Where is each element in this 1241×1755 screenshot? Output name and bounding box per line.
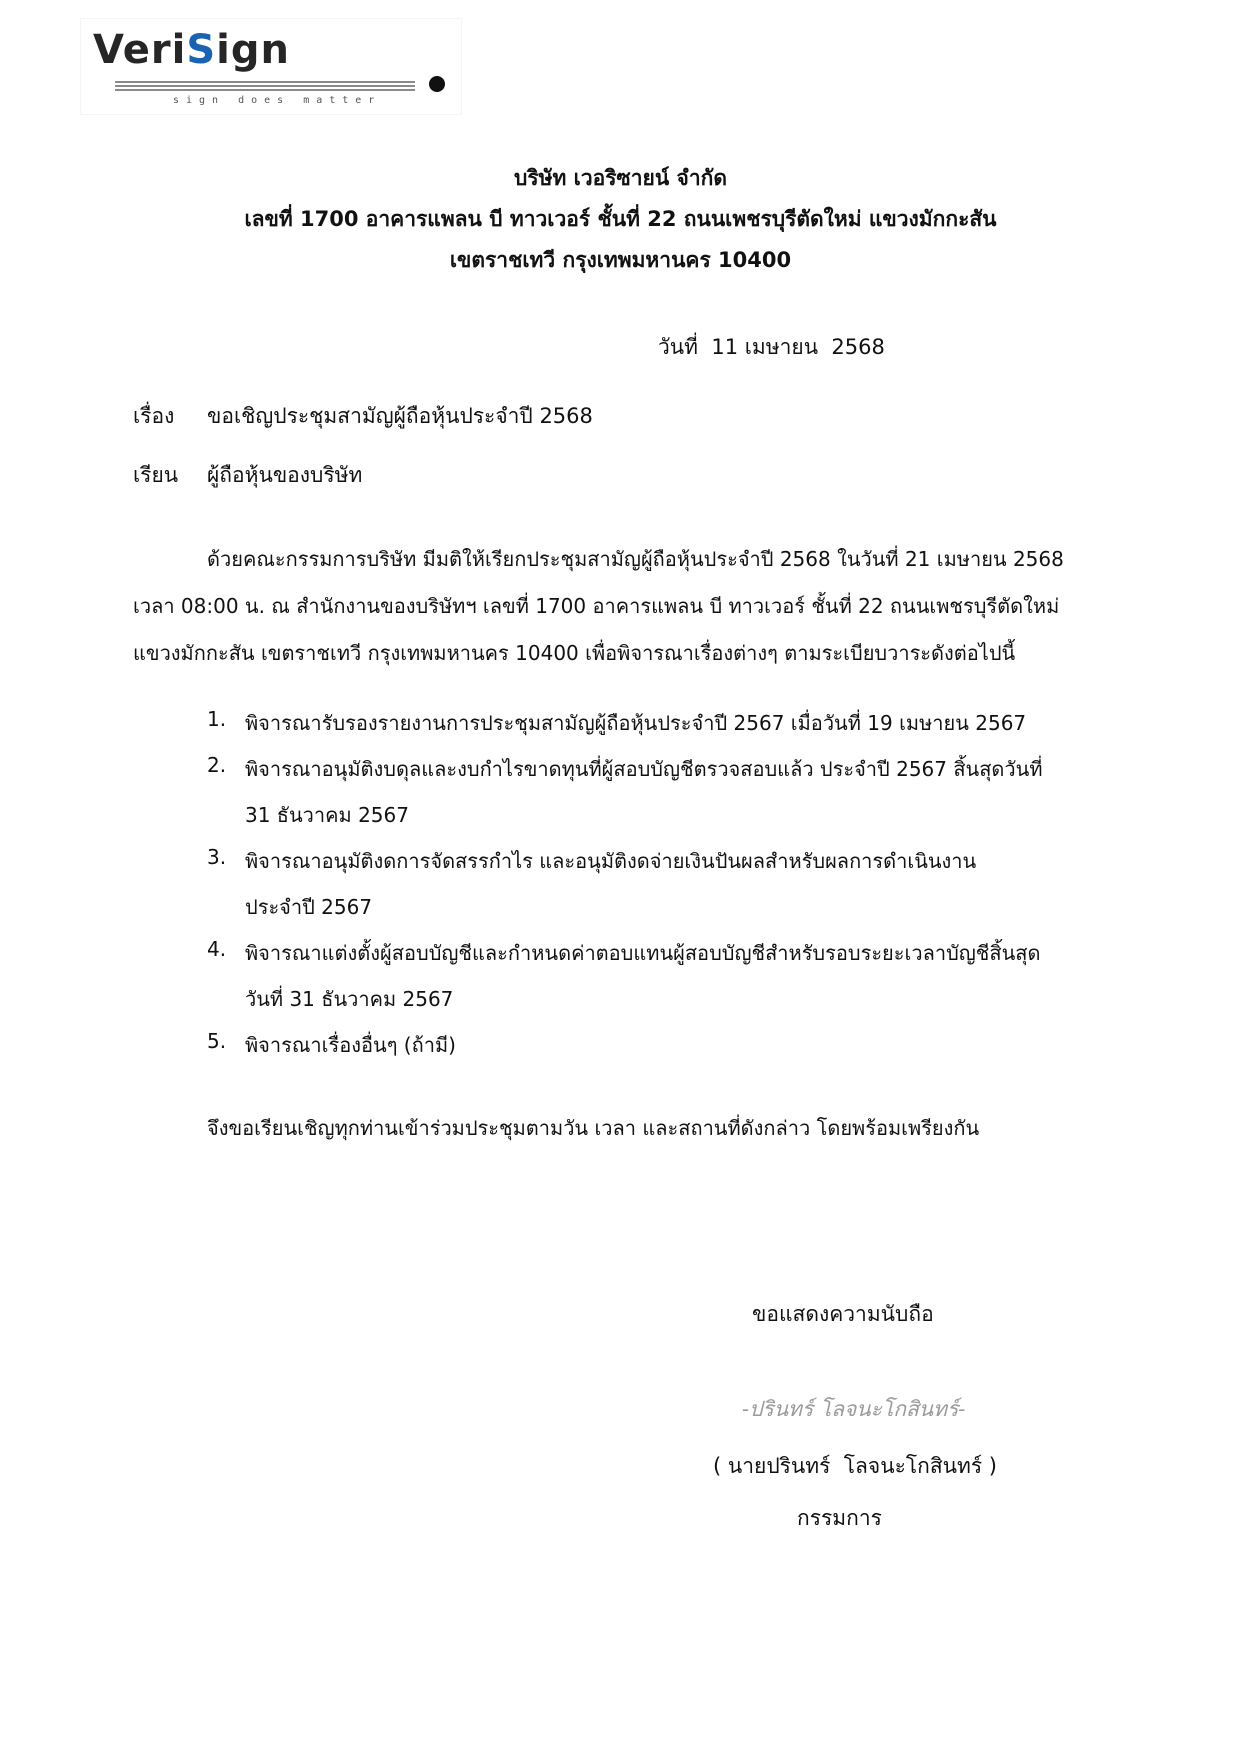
- sign-off-regards: ขอแสดงความนับถือ: [752, 1302, 934, 1326]
- agenda-number: 3.: [207, 845, 227, 869]
- verisign-logo: [80, 18, 462, 115]
- logo-stripes: [115, 81, 415, 93]
- agenda-number: 4.: [207, 937, 227, 961]
- signatory-name: ( นายปรินทร์ โลจนะโกสินทร์ ): [713, 1454, 998, 1478]
- signatory-title: กรรมการ: [797, 1506, 882, 1530]
- agenda-item-text: พิจารณาอนุมัติงบดุลและงบกำไรขาดทุนที่ผู้สอบบัญชีตรวจสอบแล้ว ประจำปี 2567 สิ้นสุดวันที่: [245, 757, 1043, 781]
- agenda-item-text: พิจารณารับรองรายงานการประชุมสามัญผู้ถือหุ้นประจำปี 2567 เมื่อวันที่ 19 เมษายน 2567: [245, 711, 1027, 735]
- agenda-item-text: พิจารณาเรื่องอื่นๆ (ถ้ามี): [245, 1033, 456, 1057]
- body-line-2: เวลา 08:00 น. ณ สำนักงานของบริษัทฯ เลขที่ 1700 อาคารแพลน บี ทาวเวอร์ ชั้นที่ 22 ถนนเพชรบุรีตัดใหม่: [133, 594, 1060, 618]
- agenda-item-text: พิจารณาอนุมัติงดการจัดสรรกำไร และอนุมัติงดจ่ายเงินปันผลสำหรับผลการดำเนินงาน: [245, 849, 977, 873]
- agenda-item-text: พิจารณาแต่งตั้งผู้สอบบัญชีและกำหนดค่าตอบแทนผู้สอบบัญชีสำหรับรอบระยะเวลาบัญชีสิ้นสุด: [245, 941, 1041, 965]
- subject-label: เรื่อง: [133, 404, 175, 428]
- subject-value: ขอเชิญประชุมสามัญผู้ถือหุ้นประจำปี 2568: [207, 404, 593, 428]
- agenda-item-text-continued: วันที่ 31 ธันวาคม 2567: [245, 987, 454, 1011]
- body-line-3: แขวงมักกะสัน เขตราชเทวี กรุงเทพมหานคร 10400 เพื่อพิจารณาเรื่องต่างๆ ตามระเบียบวาระดังต่อไปนี้: [133, 641, 1016, 665]
- agenda-item-text-continued: 31 ธันวาคม 2567: [245, 803, 409, 827]
- agenda-item-text-continued: ประจำปี 2567: [245, 895, 373, 919]
- logo-dot: [429, 76, 445, 92]
- body-line-1: ด้วยคณะกรรมการบริษัท มีมติให้เรียกประชุมสามัญผู้ถือหุ้นประจำปี 2568 ในวันที่ 21 เมษายน 2568: [207, 547, 1064, 571]
- logo-tagline: sign does matter: [173, 95, 382, 106]
- letter-date: วันที่ 11 เมษายน 2568: [658, 335, 885, 359]
- company-name: บริษัท เวอริซายน์ จำกัด: [514, 166, 727, 190]
- recipient-label: เรียน: [133, 463, 179, 487]
- closing-sentence: จึงขอเรียนเชิญทุกท่านเข้าร่วมประชุมตามวัน เวลา และสถานที่ดังกล่าว โดยพร้อมเพรียงกัน: [207, 1116, 980, 1140]
- recipient-value: ผู้ถือหุ้นของบริษัท: [207, 463, 363, 487]
- logo-wordmark: VeriSign: [93, 27, 290, 73]
- company-address-line2: เขตราชเทวี กรุงเทพมหานคร 10400: [449, 248, 792, 272]
- agenda-number: 1.: [207, 707, 227, 731]
- company-address-line1: เลขที่ 1700 อาคารแพลน บี ทาวเวอร์ ชั้นที่ 22 ถนนเพชรบุรีตัดใหม่ แขวงมักกะสัน: [244, 207, 997, 231]
- signature: -ปรินทร์ โลจนะโกสินทร์-: [742, 1397, 966, 1421]
- agenda-number: 5.: [207, 1029, 227, 1053]
- agenda-number: 2.: [207, 753, 227, 777]
